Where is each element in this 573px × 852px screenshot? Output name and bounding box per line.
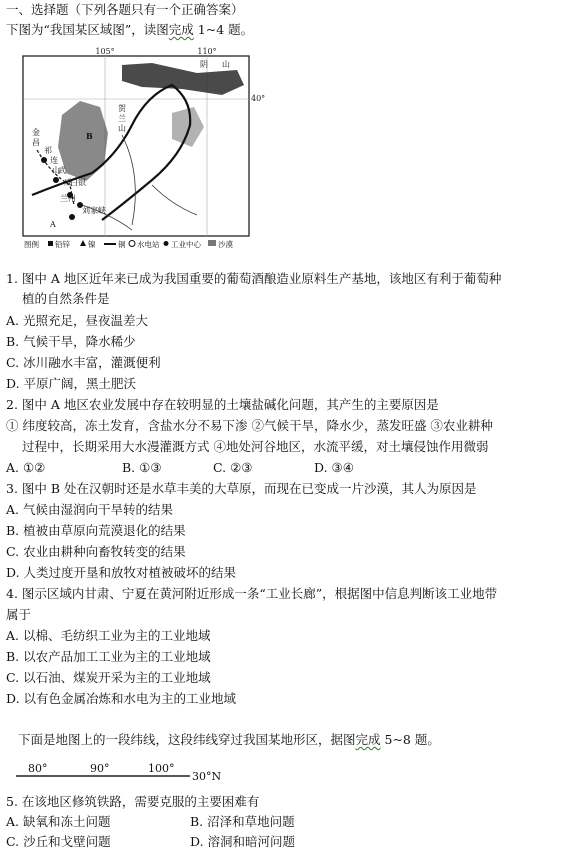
- question-2-statements: ① 纬度较高，冻土发育，含盐水分不易下渗 ②气候干旱，降水少，蒸发旺盛 ③农业耕种: [6, 418, 493, 433]
- q3-option-c: C. 农业由耕种向畜牧转变的结果: [6, 544, 186, 559]
- q3-option-b: B. 植被由草原向荒漠退化的结果: [6, 523, 186, 538]
- svg-text:铅锌: 铅锌: [55, 240, 70, 249]
- svg-text:阴: 阴: [200, 60, 208, 69]
- regional-map: [22, 47, 266, 251]
- svg-text:图例: 图例: [24, 240, 39, 249]
- q1-option-d: D. 平原广阔，黑土肥沃: [6, 376, 137, 391]
- lon-tick-label: 100°: [148, 762, 175, 775]
- svg-text:水电站: 水电站: [137, 240, 160, 249]
- svg-text:兰: 兰: [118, 114, 126, 123]
- section-title: 一、选择题（下列各题只有一个正确答案）: [6, 2, 244, 17]
- question-1-stem-cont: 植的自然条件是: [22, 291, 110, 306]
- svg-text:金: 金: [32, 128, 40, 137]
- lon-label: 110°: [197, 47, 217, 56]
- svg-text:山: 山: [222, 60, 230, 69]
- question-2-stem: 2. 图中 A 地区农业发展中存在较明显的土壤盐碱化问题，其产生的主要原因是: [6, 397, 439, 412]
- q3-option-d: D. 人类过度开垦和放牧对植被破坏的结果: [6, 565, 237, 580]
- q3-option-a: A. 气候由湿润向干旱转的结果: [6, 502, 173, 517]
- svg-text:祁: 祁: [44, 146, 52, 155]
- spellcheck-underlined-word: 完成: [168, 22, 194, 37]
- q1-option-a: A. 光照充足，昼夜温差大: [6, 313, 148, 328]
- svg-text:镍: 镍: [88, 240, 96, 249]
- city-dot: [69, 214, 75, 220]
- q5-option-c: C. 沙丘和戈壁问题: [6, 834, 111, 849]
- svg-text:铜: 铜: [118, 240, 126, 249]
- svg-text:工业中心: 工业中心: [171, 240, 201, 249]
- svg-text:武: 武: [58, 166, 66, 175]
- q4-option-d: D. 以有色金属冶炼和水电为主的工业地域: [6, 691, 237, 706]
- q4-option-b: B. 以农产品加工工业为主的工业地域: [6, 649, 211, 664]
- question-4-stem-cont: 属于: [6, 607, 32, 622]
- q4-option-a: A. 以棉、毛纺织工业为主的工业地域: [6, 628, 211, 643]
- q4-option-c: C. 以石油、煤炭开采为主的工业地域: [6, 670, 211, 685]
- lon-tick-label: 80°: [28, 762, 48, 775]
- latitude-line-figure: [14, 762, 234, 796]
- svg-text:昌: 昌: [32, 138, 40, 147]
- svg-text:山: 山: [52, 166, 60, 175]
- q5-option-b: B. 沼泽和草地问题: [190, 814, 295, 829]
- svg-text:威: 威: [64, 178, 72, 187]
- question-4-stem: 4. 图示区域内甘肃、宁夏在黄河附近形成一条“工业长廊”，根据图中信息判断该工业地带: [6, 586, 498, 601]
- q2-option-c: C. ②③: [213, 460, 253, 475]
- lon-tick-label: 90°: [90, 762, 110, 775]
- question-3-stem: 3. 图中 B 处在汉朝时还是水草丰美的大草原，而现在已变成一片沙漠，其人为原因是: [6, 481, 477, 496]
- intro-text: 下图为“我国某区域图”，读图完成 1~4 题。: [6, 22, 254, 37]
- q2-option-d: D. ③④: [314, 460, 354, 475]
- lat-label: 30°N: [192, 770, 222, 783]
- svg-text:A: A: [50, 220, 56, 229]
- svg-text:山: 山: [118, 124, 126, 133]
- q5-option-d: D. 溶洞和暗河问题: [190, 834, 296, 849]
- q5-option-a: A. 缺氧和冻土问题: [6, 814, 111, 829]
- map-legend: [24, 239, 233, 249]
- svg-text:连: 连: [50, 156, 58, 165]
- question-5-stem: 5. 在该地区修筑铁路，需要克服的主要困难有: [6, 794, 260, 809]
- lat-label: 40°: [251, 94, 266, 103]
- q1-option-b: B. 气候干旱，降水稀少: [6, 334, 136, 349]
- q2-option-b: B. ①③: [122, 460, 162, 475]
- svg-text:刘家峡: 刘家峡: [82, 206, 106, 215]
- svg-text:白银: 白银: [70, 178, 86, 187]
- question-1-stem: 1. 图中 A 地区近年来已成为我国重要的葡萄酒酿造业原料生产基地，该地区有利于葡萄种: [6, 271, 502, 286]
- question-2-statements-cont: 过程中，长期采用大水漫灌溉方式 ④地处河谷地区，水流平缓，对土壤侵蚀作用微弱: [22, 439, 489, 454]
- svg-text:B: B: [86, 131, 93, 141]
- spellcheck-underlined-word: 完成: [355, 732, 381, 747]
- svg-text:兰州: 兰州: [60, 194, 76, 203]
- lon-label: 105°: [95, 47, 115, 56]
- svg-text:沙漠: 沙漠: [218, 240, 233, 249]
- q2-option-a: A. ①②: [6, 460, 46, 475]
- city-dot: [41, 157, 47, 163]
- intro2-text: 下面是地图上的一段纬线，这段纬线穿过我国某地形区，据图完成 5~8 题。: [18, 732, 440, 747]
- q1-option-c: C. 冰川融水丰富，灌溉便利: [6, 355, 161, 370]
- svg-text:贺: 贺: [118, 104, 126, 113]
- city-dot: [53, 177, 59, 183]
